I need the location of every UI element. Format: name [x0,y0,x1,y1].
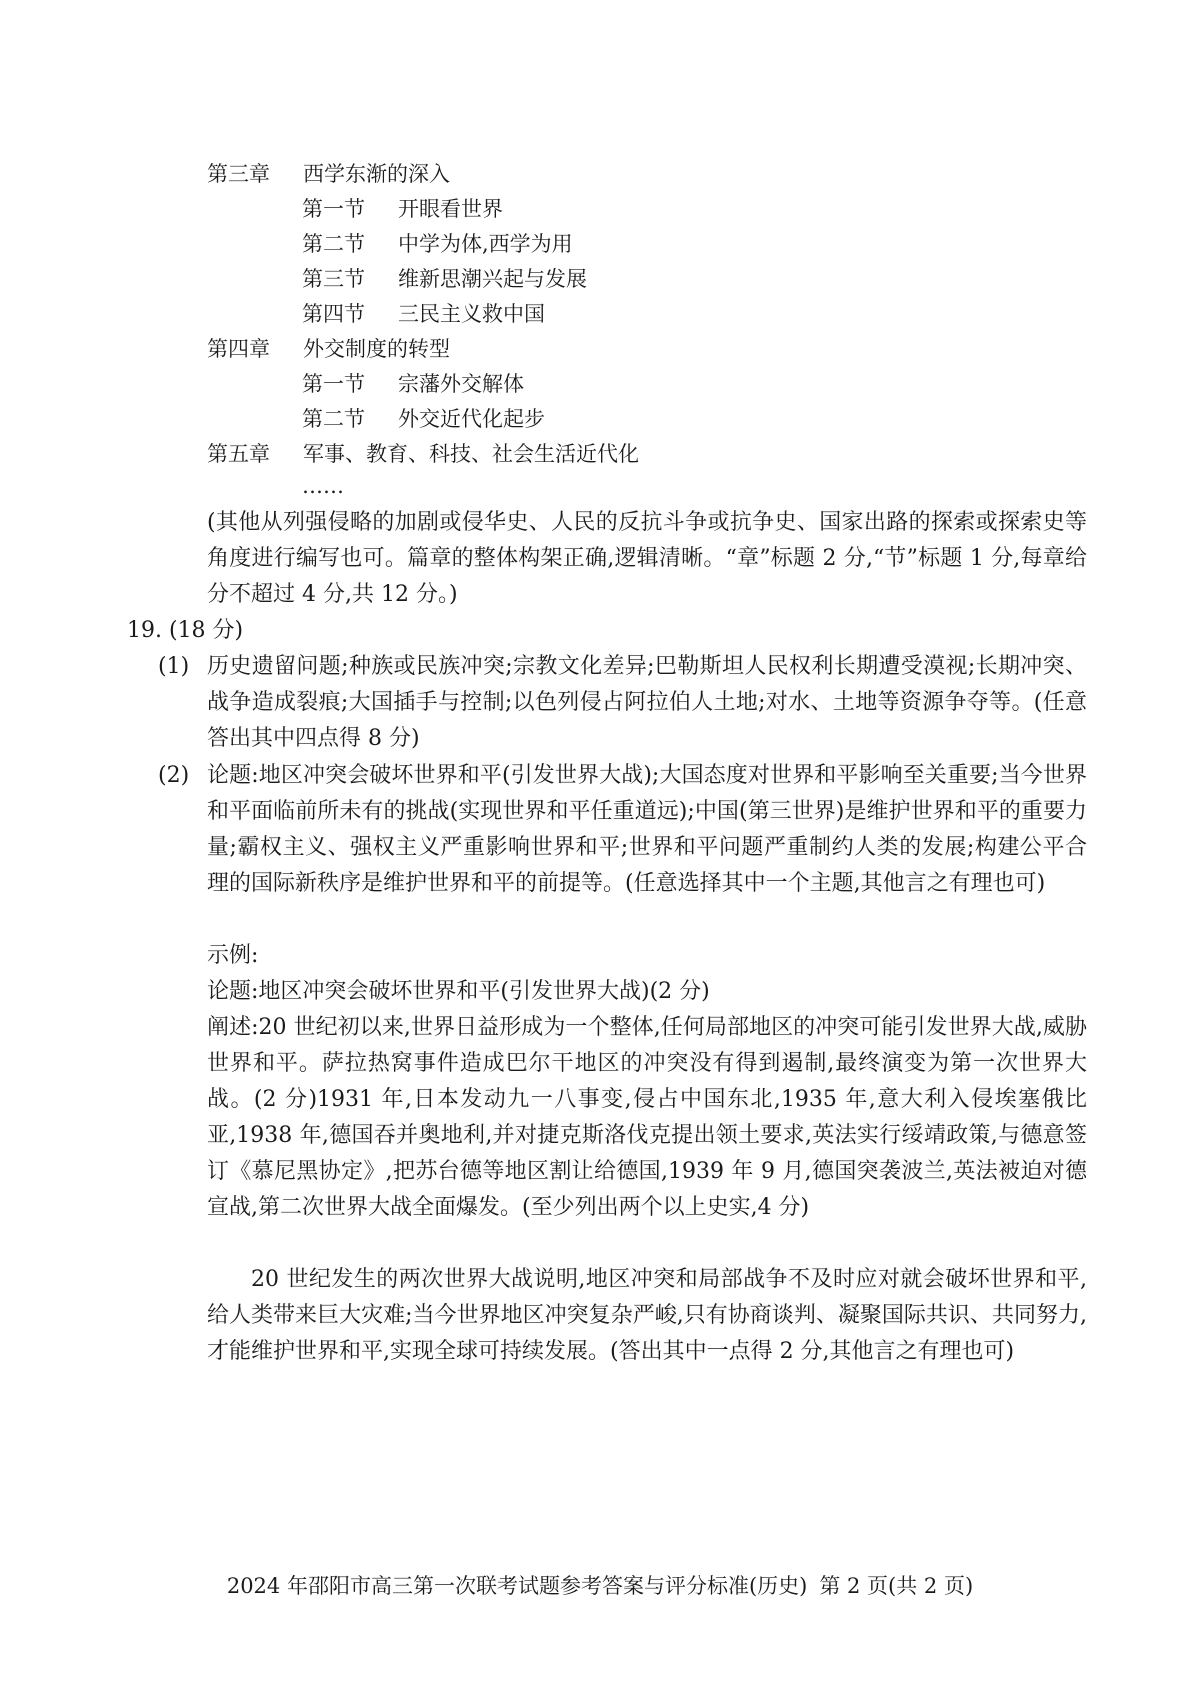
toc-chapter-label: 第三章 [207,162,270,186]
example-elaboration: 阐述:20 世纪初以来,世界日益形成为一个整体,任何局部地区的冲突可能引发世界大战,威胁世界和平。萨拉热窝事件造成巴尔干地区的冲突没有得到遏制,最终演变为第一次世界大战。(2 分)1931 年,日本发动九一八事变,侵占中国东北,1935 年,意大利入侵埃塞俄比亚,1938 年,德国吞并奥地利,并对捷克斯洛伐克提出领土要求,英法实行绥靖政策,与德意签订《慕尼黑协定》,把苏台德等地区割让给德国,1939 年 9 月,德国突袭波兰,英法被迫对德宣战,第二次世界大战全面爆发。(至少列出两个以上史实,4 分) [207,1015,1087,1220]
part-1-label: (1) [158,654,190,679]
toc-section-title: 外交近代化起步 [398,407,545,431]
toc-section-title: 开眼看世界 [398,197,503,221]
toc-section-label: 第三节 [302,267,365,291]
example-conclusion: 20 世纪发生的两次世界大战说明,地区冲突和局部战争不及时应对就会破坏世界和平,给人类带来巨大灾难;当今世界地区冲突复杂严峻,只有协商谈判、凝聚国际共识、共同努力,才能维护世界和平,实现全球可持续发展。(答出其中一点得 2 分,其他言之有理也可) [207,1267,1087,1364]
example-thesis: 论题:地区冲突会破坏世界和平(引发世界大战)(2 分) [207,979,710,1004]
toc-section-label: 第二节 [302,407,365,431]
toc-chapter-title: 外交制度的转型 [303,337,450,361]
example-label: 示例: [207,943,259,968]
footer-title: 2024 年邵阳市高三第一次联考试题参考答案与评分标准(历史) [226,1574,808,1598]
footer-page-number: 第 2 页(共 2 页) [819,1574,974,1598]
toc-section-title: 宗藩外交解体 [398,372,524,396]
part-2-label: (2) [158,763,190,788]
toc-section [302,405,545,433]
toc-chapter-title: 西学东渐的深入 [303,162,450,186]
toc-chapter-label: 第五章 [207,442,270,466]
toc-section-label: 第二节 [302,232,365,256]
toc-section-label: 第四节 [302,302,365,326]
toc-section-label: 第一节 [302,197,365,221]
page-footer [0,1572,1200,1600]
toc-section-title: 三民主义救中国 [398,302,545,326]
toc-chapter-5 [207,440,639,468]
part-1-answer: 历史遗留问题;种族或民族冲突;宗教文化差异;巴勒斯坦人民权利长期遭受漠视;长期冲突、战争造成裂痕;大国插手与控制;以色列侵占阿拉伯人土地;对水、土地等资源争夺等。(任意答出其中四点得 8 分) [207,654,1087,751]
toc-ellipsis: …… [302,474,344,498]
part-2-answer: 论题:地区冲突会破坏世界和平(引发世界大战);大国态度对世界和平影响至关重要;当今世界和平面临前所未有的挑战(实现世界和平任重道远);中国(第三世界)是维护世界和平的重要力量;霸权主义、强权主义严重影响世界和平;世界和平问题严重制约人类的发展;构建公平合理的国际新秩序是维护世界和平的前提等。(任意选择其中一个主题,其他言之有理也可) [207,763,1087,896]
toc-section-title: 中学为体,西学为用 [398,232,573,256]
toc-section [302,230,573,258]
toc-chapter-3 [207,160,450,188]
question-19-number: 19. (18 分) [127,618,244,643]
toc-chapter-title: 军事、教育、科技、社会生活近代化 [303,442,639,466]
toc-section [302,265,587,293]
q18-scoring-note: (其他从列强侵略的加剧或侵华史、人民的反抗斗争或抗争史、国家出路的探索或探索史等角度进行编写也可。篇章的整体构架正确,逻辑清晰。“章”标题 2 分,“节”标题 1 分,每章给分不超过 4 分,共 12 分。) [207,510,1087,607]
toc-section-title: 维新思潮兴起与发展 [398,267,587,291]
toc-section [302,300,545,328]
toc-section [302,370,524,398]
toc-chapter-4 [207,335,450,363]
toc-section [302,195,503,223]
toc-section-label: 第一节 [302,372,365,396]
toc-chapter-label: 第四章 [207,337,270,361]
